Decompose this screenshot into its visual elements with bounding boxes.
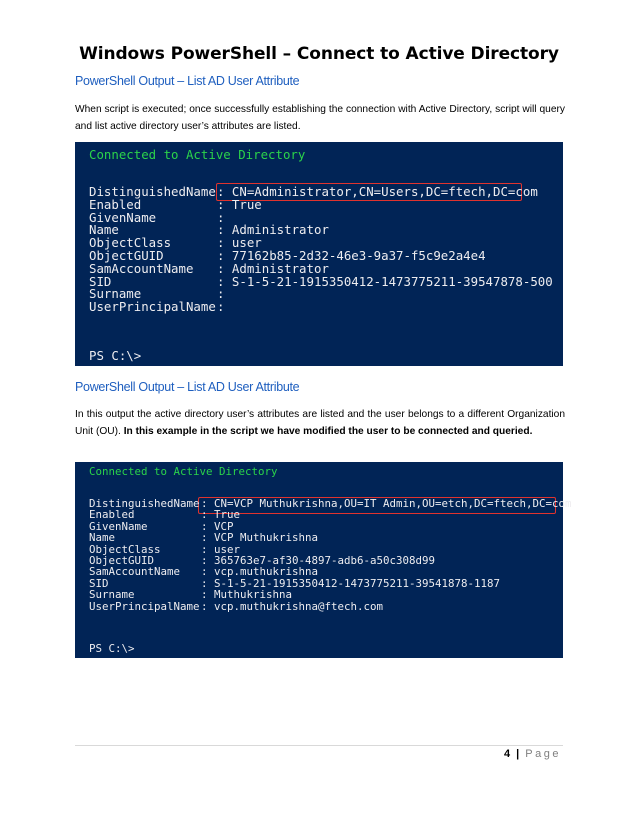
attribute-key: DistinguishedName <box>89 497 200 510</box>
attribute-colon: : <box>201 565 215 579</box>
attribute-value: vcp.muthukrishna@ftech.com <box>214 599 384 613</box>
attribute-value: VCP Muthukrishna <box>214 531 319 545</box>
section-heading-1: PowerShell Output – List AD User Attribute <box>75 74 300 88</box>
attribute-value: vcp.muthukrishna <box>214 565 319 579</box>
attribute-key: Enabled <box>89 196 142 212</box>
attribute-value: CN=VCP Muthukrishna,OU=IT Admin,OU=etch,DC=ftech,DC=com <box>214 497 572 510</box>
section-heading-2: PowerShell Output – List AD User Attribute <box>75 380 300 394</box>
attribute-value: True <box>214 508 241 522</box>
attribute-key: GivenName <box>89 519 148 533</box>
attribute-key: ObjectClass <box>89 542 161 556</box>
paragraph-2 <box>75 406 565 440</box>
attribute-colon: : <box>217 260 232 276</box>
attribute-colon: : <box>217 196 232 212</box>
attribute-key: SamAccountName <box>89 260 194 276</box>
attribute-value: 77162b85-2d32-46e3-9a37-f5c9e2a4e4 <box>231 248 486 263</box>
attribute-value: user <box>231 235 262 251</box>
attribute-value: Muthukrishna <box>214 588 293 602</box>
powershell-console-2 <box>75 462 572 658</box>
attribute-value: user <box>214 542 241 556</box>
attribute-value: VCP <box>214 519 234 533</box>
attribute-colon: : <box>201 519 215 533</box>
attribute-colon: : <box>217 273 232 289</box>
attribute-colon: : <box>217 299 232 315</box>
attribute-value: S-1-5-21-1915350412-1473775211-39541878-1187 <box>214 576 501 590</box>
footer-divider <box>75 745 563 746</box>
powershell-console-1 <box>75 142 563 366</box>
attribute-colon: : <box>217 184 232 199</box>
attribute-colon: : <box>201 599 215 613</box>
attribute-colon: : <box>201 554 215 567</box>
paragraph-2-text: In this output the active directory user’s attributes are listed and the user belongs to a different Organization Unit (OU). <box>75 409 565 437</box>
attribute-key: DistinguishedName <box>89 184 216 199</box>
attribute-row <box>89 600 383 613</box>
attribute-colon: : <box>201 508 215 522</box>
console-banner: Connected to Active Directory <box>89 147 306 162</box>
page-label: Page <box>525 748 561 760</box>
attribute-colon: : <box>217 235 232 251</box>
attribute-key: Name <box>89 222 119 238</box>
attribute-key: SamAccountName <box>89 565 181 579</box>
attribute-value: Administrator <box>231 222 329 238</box>
attribute-key: ObjectGUID <box>89 554 155 567</box>
footer-separator: | <box>516 748 520 760</box>
attribute-value: True <box>231 196 262 212</box>
console-banner: Connected to Active Directory <box>89 465 278 478</box>
attribute-value: Administrator <box>231 260 329 276</box>
console-prompt: PS C:\> <box>89 642 135 655</box>
attribute-colon: : <box>217 286 232 302</box>
attribute-key: SID <box>89 273 112 289</box>
attribute-key: UserPrincipalName <box>89 299 216 315</box>
attribute-colon: : <box>201 576 215 590</box>
attribute-key: ObjectGUID <box>89 248 164 263</box>
attribute-colon: : <box>201 531 215 545</box>
attribute-value: 365763e7-af30-4897-adb6-a50c308d99 <box>214 554 436 567</box>
page-title: Windows PowerShell – Connect to Active Directory <box>79 44 559 64</box>
attribute-row <box>89 299 232 314</box>
console-prompt: PS C:\> <box>89 348 142 363</box>
paragraph-1: When script is executed; once successfully establishing the connection with Active Directory, script will query and list active directory user’s attributes are listed. <box>75 104 565 132</box>
page-footer <box>504 748 561 760</box>
attribute-key: Name <box>89 531 116 545</box>
paragraph-2-bold-text: In this example in the script we have modified the user to be connected and queried. <box>123 426 533 437</box>
attribute-colon: : <box>201 497 215 510</box>
attribute-colon: : <box>201 542 215 556</box>
attribute-key: UserPrincipalName <box>89 599 200 613</box>
attribute-key: SID <box>89 576 109 590</box>
attribute-colon: : <box>217 222 232 238</box>
attribute-key: GivenName <box>89 209 157 225</box>
attribute-value: CN=Administrator,CN=Users,DC=ftech,DC=com <box>231 184 538 199</box>
page-number: 4 <box>503 748 511 760</box>
attribute-key: Enabled <box>89 508 135 522</box>
attribute-colon: : <box>201 588 215 602</box>
attribute-key: ObjectClass <box>89 235 172 251</box>
attribute-key: Surname <box>89 286 142 302</box>
attribute-key: Surname <box>89 588 135 602</box>
attribute-value: S-1-5-21-1915350412-1473775211-39547878-500 <box>231 273 553 289</box>
attribute-colon: : <box>217 248 232 263</box>
attribute-colon: : <box>217 209 232 225</box>
